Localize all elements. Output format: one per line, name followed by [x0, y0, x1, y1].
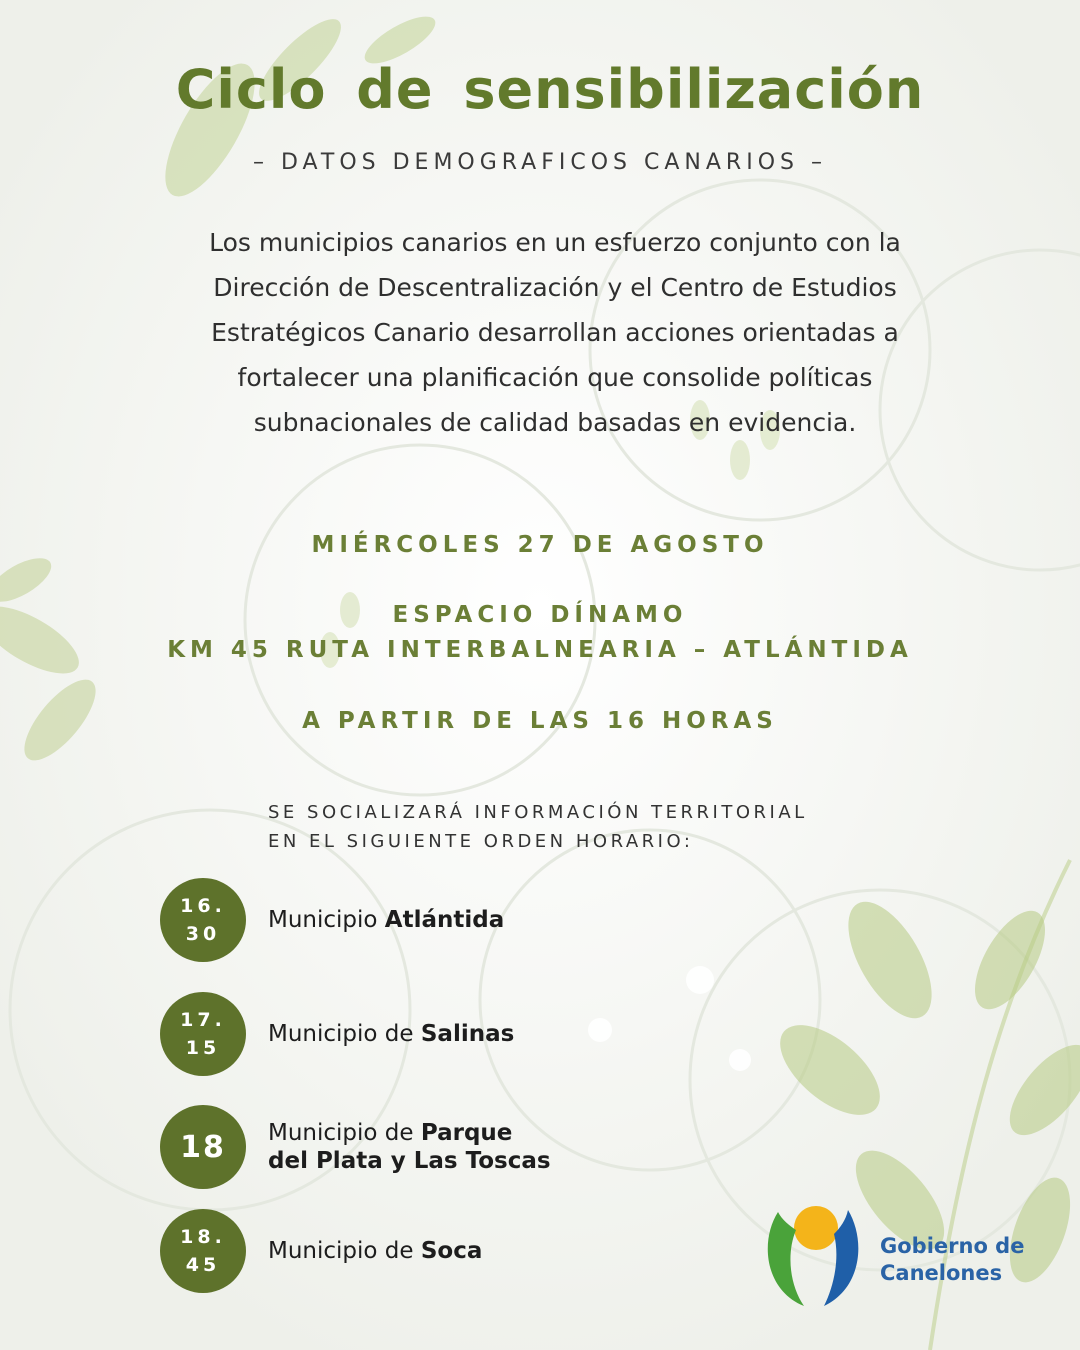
- schedule-item: [160, 1209, 860, 1293]
- time-badge-bottom: 45: [185, 1254, 221, 1276]
- schedule-label-name: Atlántida: [384, 907, 505, 933]
- time-badge: [160, 992, 246, 1076]
- event-time: A PARTIR DE LAS 16 HORAS: [302, 708, 778, 734]
- event-address: KM 45 RUTA INTERBALNEARIA – ATLÁNTIDA: [167, 637, 913, 663]
- schedule-label-prefix: Municipio de: [268, 1120, 421, 1146]
- logo-line1: Gobierno de: [880, 1234, 1025, 1258]
- schedule-intro-line1: SE SOCIALIZARÁ INFORMACIÓN TERRITORIAL: [268, 802, 808, 823]
- time-badge-top: 18.: [180, 1226, 226, 1248]
- page-title: Ciclo de sensibilización: [175, 58, 925, 121]
- schedule-item: [160, 992, 860, 1076]
- schedule-item: [160, 878, 860, 962]
- schedule-label: [268, 878, 504, 962]
- schedule-label-name: Soca: [420, 1238, 483, 1264]
- schedule-item: [160, 1105, 860, 1189]
- event-date: MIÉRCOLES 27 DE AGOSTO: [311, 532, 769, 558]
- logo-text: [880, 1233, 1024, 1287]
- schedule-label-prefix: Municipio: [268, 907, 385, 933]
- time-badge-top: 18: [180, 1129, 226, 1165]
- schedule-label-name-line2: del Plata y Las Toscas: [268, 1148, 551, 1174]
- canelones-emblem-icon: [760, 1200, 870, 1315]
- page-subtitle: – DATOS DEMOGRAFICOS CANARIOS –: [253, 150, 827, 175]
- schedule-label-prefix: Municipio de: [268, 1238, 421, 1264]
- schedule-label: [268, 1209, 482, 1293]
- time-badge-bottom: 30: [185, 923, 221, 945]
- schedule-intro: [268, 798, 908, 856]
- schedule-label: [268, 992, 514, 1076]
- description-text: Los municipios canarios en un esfuerzo conjunto con la Dirección de Descentralización y el Centro de Estudios Estratégicos Canario desarrollan acciones orientadas a fortalecer una planificación que consolide políticas subnacionales de calidad basadas en evidencia.: [209, 228, 901, 437]
- time-badge-bottom: 15: [185, 1037, 221, 1059]
- time-badge: [160, 878, 246, 962]
- schedule-label: [268, 1105, 551, 1189]
- time-badge: [160, 1105, 246, 1189]
- time-badge: [160, 1209, 246, 1293]
- schedule-intro-line2: EN EL SIGUIENTE ORDEN HORARIO:: [268, 831, 694, 852]
- time-badge-top: 16.: [180, 895, 226, 917]
- schedule-label-prefix: Municipio de: [268, 1021, 421, 1047]
- logo-line2: Canelones: [880, 1261, 1003, 1285]
- event-venue: ESPACIO DÍNAMO: [392, 602, 688, 628]
- schedule-label-name: Parque: [420, 1120, 513, 1146]
- time-badge-top: 17.: [180, 1009, 226, 1031]
- gobierno-canelones-logo: [760, 1200, 1060, 1315]
- schedule-label-name: Salinas: [420, 1021, 515, 1047]
